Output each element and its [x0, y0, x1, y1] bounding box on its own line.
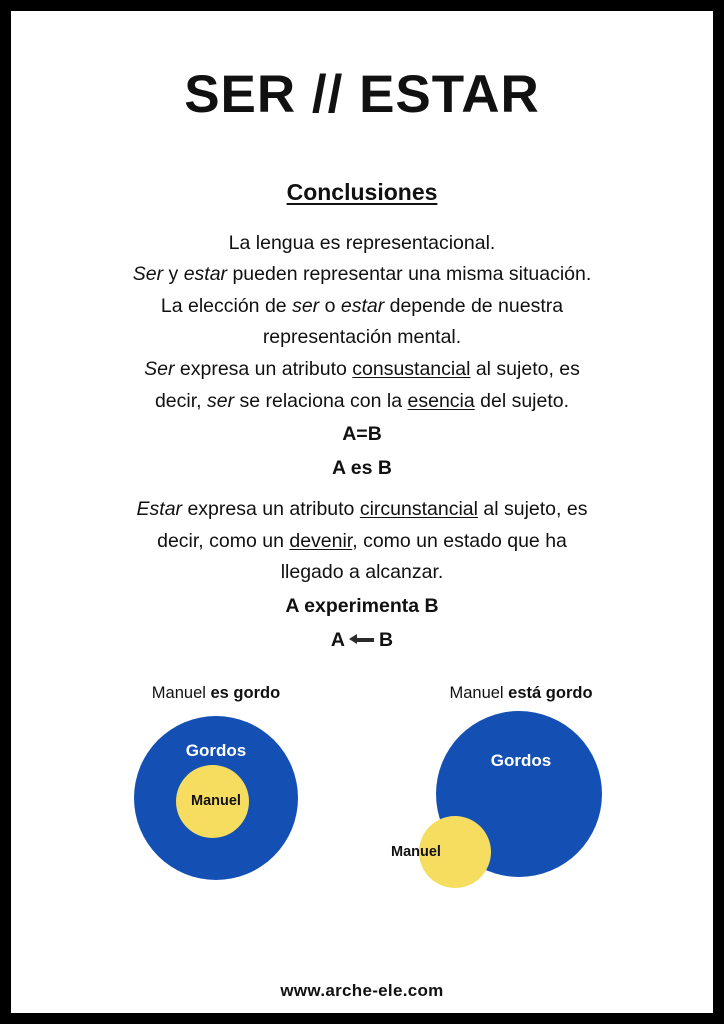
term-estar: estar: [340, 294, 385, 317]
formula-operand-left: A: [330, 628, 345, 651]
diagram-shapes-estar: [371, 711, 671, 886]
text-fragment: expresa un atributo: [174, 357, 353, 380]
term-esencia: esencia: [407, 389, 475, 412]
text-fragment: La elección de: [160, 294, 293, 317]
text-line-4: representación mental.: [262, 326, 462, 349]
text-line-9: llegado a alcanzar.: [280, 561, 444, 584]
term-ser: ser: [292, 294, 320, 317]
text-line-3: [82, 291, 642, 323]
diagram-caption-ser: [66, 684, 366, 703]
text-fragment: pueden representar una misma situación.: [227, 263, 592, 286]
text-line-8: [82, 526, 642, 558]
term-ser: ser: [206, 389, 235, 412]
term-circunstancial: circunstancial: [359, 498, 478, 521]
element-label-manuel: Manuel: [391, 844, 441, 861]
poster-content: [11, 11, 713, 1013]
term-consustancial: consustancial: [352, 357, 471, 380]
caption-emphasis: está gordo: [508, 684, 593, 703]
text-line-7: [82, 494, 642, 526]
text-fragment: se relaciona con la: [234, 389, 408, 412]
text-fragment: y: [163, 263, 184, 286]
formula-a-arrow-b: [82, 625, 642, 657]
conclusions-text: [82, 228, 642, 657]
footer-website[interactable]: www.arche-ele.com: [280, 981, 444, 1000]
left-arrow-icon: [349, 635, 375, 645]
term-devenir: devenir: [289, 529, 353, 552]
caption-emphasis: es gordo: [210, 684, 281, 703]
venn-diagrams: [51, 684, 673, 894]
formula-a-experimenta-b: A experimenta B: [285, 595, 439, 617]
text-fragment: decir,: [154, 389, 207, 412]
text-fragment: , como un estado que ha: [352, 529, 567, 552]
formula-operand-right: B: [379, 628, 394, 651]
term-estar: Estar: [136, 498, 183, 521]
set-label-gordos: Gordos: [185, 741, 247, 761]
section-heading: Conclusiones: [286, 178, 438, 205]
text-line-6: [82, 386, 642, 418]
text-line-2: [82, 259, 642, 291]
text-fragment: depende de nuestra: [384, 294, 564, 317]
text-line-1: La lengua es representacional.: [228, 231, 496, 254]
term-ser: Ser: [144, 357, 175, 380]
text-fragment: decir, como un: [157, 529, 290, 552]
text-fragment: o: [319, 294, 341, 317]
element-label-manuel: Manuel: [191, 793, 241, 810]
term-ser: Ser: [132, 263, 164, 286]
text-fragment: al sujeto, es: [470, 357, 580, 380]
diagram-caption-estar: [371, 684, 671, 703]
set-label-gordos: Gordos: [490, 751, 552, 771]
term-estar: estar: [183, 263, 228, 286]
diagram-estar: [371, 684, 671, 886]
formula-a-es-b: A es B: [332, 456, 392, 479]
text-line-5: [82, 354, 642, 386]
caption-text: Manuel: [449, 684, 509, 703]
text-fragment: expresa un atributo: [182, 498, 360, 521]
page-title: SER // ESTAR: [184, 65, 540, 124]
text-fragment: al sujeto, es: [477, 498, 588, 521]
formula-a-equals-b: A=B: [342, 423, 382, 446]
text-fragment: del sujeto.: [474, 389, 570, 412]
caption-text: Manuel: [151, 684, 211, 703]
